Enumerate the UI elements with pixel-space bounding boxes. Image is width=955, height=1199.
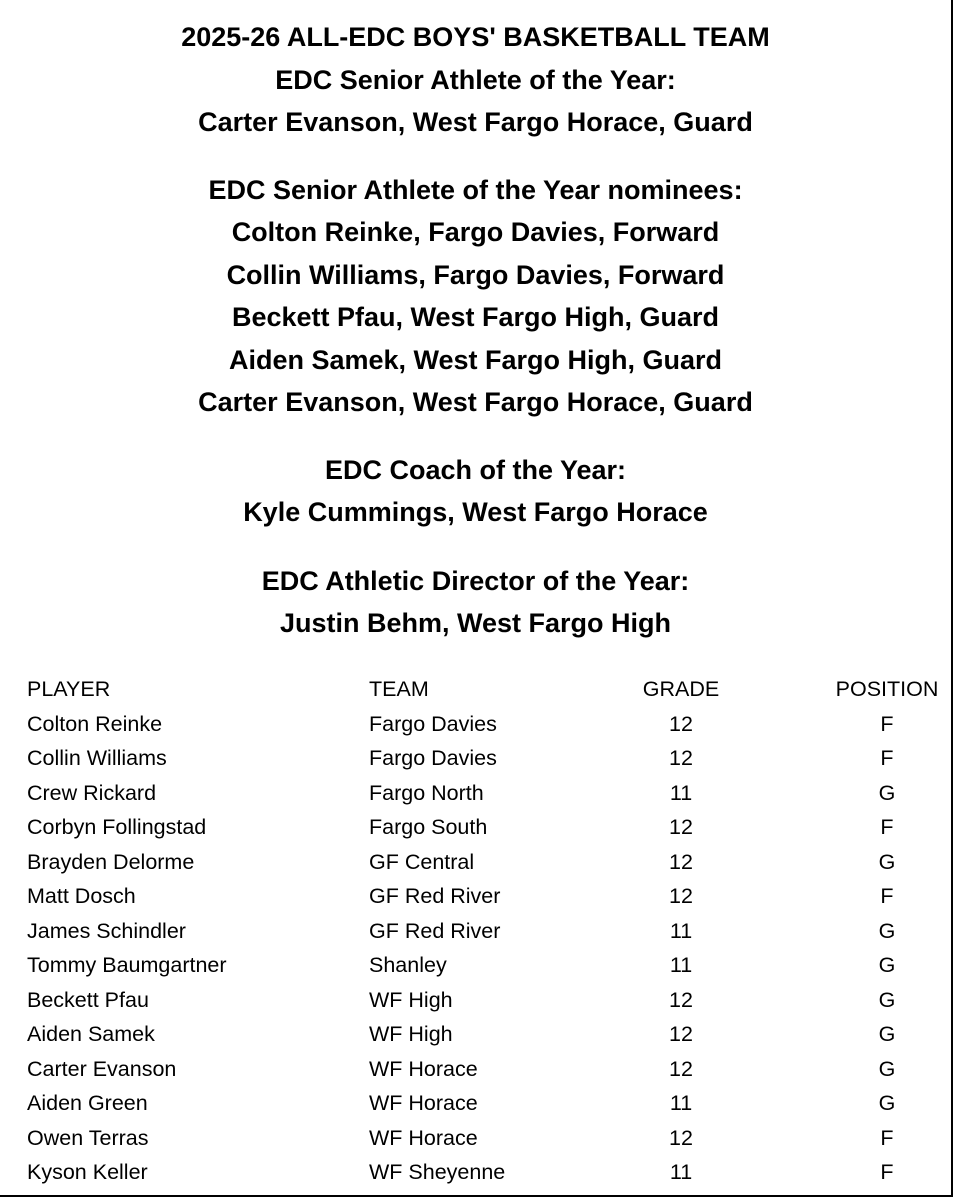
player-cell: Corbyn Follingstad (27, 815, 207, 839)
table-row (27, 707, 951, 742)
column-header-grade: GRADE (642, 677, 720, 701)
team-cell: WF High (369, 987, 453, 1012)
table-row (27, 1121, 951, 1156)
grade-cell: 11 (669, 1160, 693, 1184)
grade-cell: 12 (669, 987, 693, 1012)
nominee-item: Beckett Pfau, West Fargo High, Guard (231, 302, 720, 332)
team-cell: Fargo South (369, 815, 488, 839)
team-cell: WF High (369, 1022, 453, 1046)
athletic-director-heading: EDC Athletic Director of the Year: (261, 565, 690, 596)
player-cell: Colton Reinke (27, 711, 163, 736)
player-cell: Owen Terras (27, 1125, 149, 1150)
player-cell: Collin Williams (27, 746, 167, 770)
column-header-position: POSITION (835, 677, 939, 701)
grade-cell: 12 (669, 884, 693, 908)
position-cell: F (880, 884, 894, 908)
grade-cell: 12 (669, 815, 693, 839)
roster-header-row (27, 672, 951, 707)
player-cell: Kyson Keller (27, 1160, 148, 1184)
position-cell: G (878, 918, 896, 943)
grade-cell: 12 (669, 711, 693, 736)
nominee-item: Collin Williams, Fargo Davies, Forward (226, 259, 725, 290)
coach-heading: EDC Coach of the Year: (324, 454, 627, 485)
table-row (27, 810, 951, 845)
position-cell: G (878, 1091, 896, 1115)
nominee-item: Aiden Samek, West Fargo High, Guard (228, 344, 723, 375)
document-title: 2025-26 ALL-EDC BOYS' BASKETBALL TEAM (181, 22, 770, 52)
position-cell: G (878, 780, 896, 805)
table-row (27, 879, 951, 914)
grade-cell: 12 (669, 746, 693, 770)
position-cell: G (878, 1022, 896, 1046)
table-row (27, 845, 951, 880)
senior-athlete-heading: EDC Senior Athlete of the Year: (275, 64, 676, 95)
team-cell: WF Horace (369, 1056, 478, 1081)
player-cell: Tommy Baumgartner (27, 953, 227, 977)
player-cell: Brayden Delorme (27, 849, 195, 874)
grade-cell: 11 (669, 1091, 693, 1115)
nominee-item: Colton Reinke, Fargo Davies, Forward (231, 217, 720, 247)
team-cell: Fargo Davies (369, 711, 497, 736)
table-row (27, 1155, 951, 1190)
table-row (27, 914, 951, 949)
table-row (27, 741, 951, 776)
team-cell: Shanley (369, 953, 447, 977)
column-header-player: PLAYER (27, 677, 111, 701)
position-cell: F (880, 1125, 894, 1150)
player-cell: James Schindler (27, 918, 186, 943)
position-cell: G (878, 1056, 896, 1081)
table-row (27, 1086, 951, 1121)
team-cell: GF Central (369, 849, 475, 874)
table-row (27, 1052, 951, 1087)
grade-cell: 12 (669, 849, 693, 874)
grade-cell: 11 (669, 918, 693, 943)
table-row (27, 983, 951, 1018)
athletic-director-winner: Justin Behm, West Fargo High (279, 608, 672, 638)
player-cell: Aiden Samek (27, 1022, 155, 1046)
team-cell: WF Sheyenne (369, 1160, 506, 1184)
grade-cell: 11 (669, 780, 693, 805)
nominees-heading: EDC Senior Athlete of the Year nominees: (208, 174, 743, 205)
player-cell: Aiden Green (27, 1091, 148, 1115)
team-cell: GF Red River (369, 918, 501, 943)
team-cell: WF Horace (369, 1125, 478, 1150)
position-cell: F (880, 711, 894, 736)
position-cell: G (878, 849, 896, 874)
grade-cell: 12 (669, 1125, 693, 1150)
position-cell: G (878, 987, 896, 1012)
grade-cell: 11 (669, 953, 693, 977)
senior-athlete-winner: Carter Evanson, West Fargo Horace, Guard (198, 107, 753, 137)
player-cell: Carter Evanson (27, 1056, 177, 1081)
table-row (27, 948, 951, 983)
position-cell: F (880, 1160, 894, 1184)
coach-winner: Kyle Cummings, West Fargo Horace (243, 497, 708, 527)
team-cell: Fargo North (369, 780, 484, 805)
team-cell: WF Horace (369, 1091, 478, 1115)
nominee-item: Carter Evanson, West Fargo Horace, Guard (198, 387, 753, 417)
position-cell: F (880, 815, 894, 839)
grade-cell: 12 (669, 1022, 693, 1046)
position-cell: F (880, 746, 894, 770)
team-cell: Fargo Davies (369, 746, 497, 770)
roster-table (27, 672, 951, 1190)
team-cell: GF Red River (369, 884, 501, 908)
table-row (27, 776, 951, 811)
player-cell: Beckett Pfau (27, 987, 149, 1012)
player-cell: Crew Rickard (27, 780, 157, 805)
player-cell: Matt Dosch (27, 884, 136, 908)
column-header-team: TEAM (369, 677, 429, 701)
position-cell: G (878, 953, 896, 977)
awards-header (0, 16, 951, 645)
table-row (27, 1017, 951, 1052)
grade-cell: 12 (669, 1056, 693, 1081)
